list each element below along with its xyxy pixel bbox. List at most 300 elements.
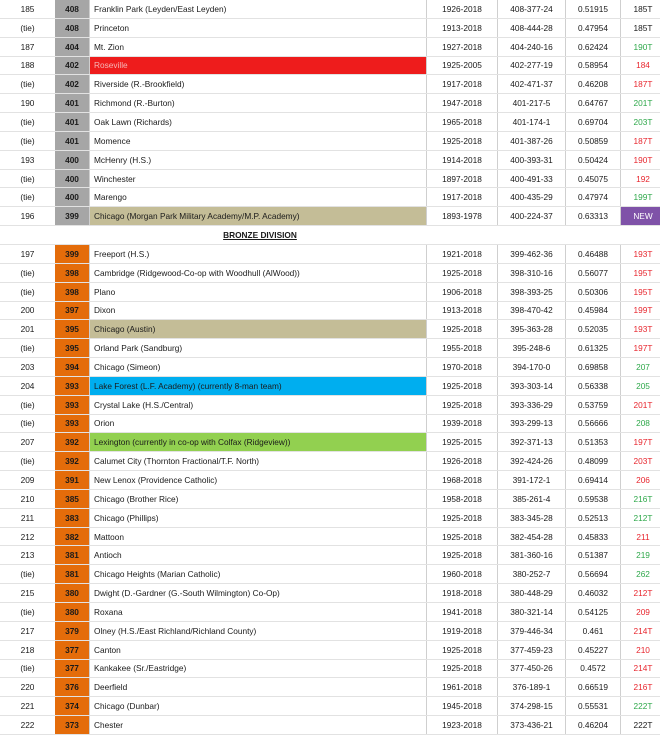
years-cell: 1925-2018 xyxy=(427,263,498,282)
table-row xyxy=(0,659,660,678)
table-row xyxy=(0,471,660,490)
record-cell: 400-491-33 xyxy=(498,169,566,188)
silver-division-rows xyxy=(0,0,660,226)
points-cell: 376 xyxy=(55,678,90,697)
record-cell: 392-371-13 xyxy=(498,433,566,452)
rank-cell: (tie) xyxy=(0,565,55,584)
years-cell: 1925-2018 xyxy=(427,659,498,678)
years-cell: 1925-2018 xyxy=(427,376,498,395)
pct-cell: 0.69414 xyxy=(566,471,621,490)
points-cell: 398 xyxy=(55,263,90,282)
pct-cell: 0.69858 xyxy=(566,358,621,377)
bronze-division-rows xyxy=(0,244,660,734)
table-row xyxy=(0,301,660,320)
pct-cell: 0.46204 xyxy=(566,716,621,735)
team-name-cell: McHenry (H.S.) xyxy=(90,150,427,169)
previous-rank-cell: 212T xyxy=(621,508,660,527)
team-name-cell: Chicago (Phillips) xyxy=(90,508,427,527)
years-cell: 1913-2018 xyxy=(427,301,498,320)
rank-cell: 190 xyxy=(0,94,55,113)
rank-cell: 196 xyxy=(0,207,55,226)
points-cell: 392 xyxy=(55,452,90,471)
previous-rank-cell: 199T xyxy=(621,188,660,207)
previous-rank-cell: 187T xyxy=(621,131,660,150)
points-cell: 394 xyxy=(55,358,90,377)
previous-rank-cell: 193T xyxy=(621,320,660,339)
points-cell: 398 xyxy=(55,282,90,301)
pct-cell: 0.52513 xyxy=(566,508,621,527)
years-cell: 1958-2018 xyxy=(427,489,498,508)
table-row xyxy=(0,18,660,37)
previous-rank-cell: 187T xyxy=(621,75,660,94)
points-cell: 377 xyxy=(55,659,90,678)
table-row xyxy=(0,584,660,603)
table-row xyxy=(0,263,660,282)
pct-cell: 0.54125 xyxy=(566,603,621,622)
division-header-row xyxy=(0,226,660,245)
years-cell: 1961-2018 xyxy=(427,678,498,697)
rank-cell: 220 xyxy=(0,678,55,697)
points-cell: 397 xyxy=(55,301,90,320)
years-cell: 1941-2018 xyxy=(427,603,498,622)
rank-cell: (tie) xyxy=(0,113,55,132)
team-name-cell: Mattoon xyxy=(90,527,427,546)
record-cell: 408-444-28 xyxy=(498,18,566,37)
rank-cell: (tie) xyxy=(0,169,55,188)
years-cell: 1913-2018 xyxy=(427,18,498,37)
years-cell: 1925-2018 xyxy=(427,131,498,150)
team-name-cell: Orion xyxy=(90,414,427,433)
rank-cell: 217 xyxy=(0,621,55,640)
pct-cell: 0.61325 xyxy=(566,339,621,358)
rank-cell: (tie) xyxy=(0,452,55,471)
previous-rank-cell: 209 xyxy=(621,603,660,622)
pct-cell: 0.51353 xyxy=(566,433,621,452)
team-name-cell: Canton xyxy=(90,640,427,659)
table-row xyxy=(0,339,660,358)
previous-rank-cell: 201T xyxy=(621,395,660,414)
team-name-cell: Roxana xyxy=(90,603,427,622)
table-row xyxy=(0,94,660,113)
rank-cell: (tie) xyxy=(0,395,55,414)
previous-rank-cell: 211 xyxy=(621,527,660,546)
division-header-label: BRONZE DIVISION xyxy=(90,226,427,245)
pct-cell: 0.461 xyxy=(566,621,621,640)
rank-cell: (tie) xyxy=(0,188,55,207)
rank-cell: 212 xyxy=(0,527,55,546)
pct-cell: 0.46488 xyxy=(566,244,621,263)
points-cell: 399 xyxy=(55,207,90,226)
record-cell: 401-387-26 xyxy=(498,131,566,150)
points-cell: 400 xyxy=(55,188,90,207)
years-cell: 1917-2018 xyxy=(427,75,498,94)
points-cell: 380 xyxy=(55,584,90,603)
team-name-cell: Dixon xyxy=(90,301,427,320)
team-name-cell: Oak Lawn (Richards) xyxy=(90,113,427,132)
rank-cell: 204 xyxy=(0,376,55,395)
rank-cell: 209 xyxy=(0,471,55,490)
previous-rank-cell: 208 xyxy=(621,414,660,433)
team-name-cell: Richmond (R.-Burton) xyxy=(90,94,427,113)
team-name-cell: Princeton xyxy=(90,18,427,37)
points-cell: 385 xyxy=(55,489,90,508)
rank-cell: (tie) xyxy=(0,75,55,94)
points-cell: 382 xyxy=(55,527,90,546)
record-cell: 381-360-16 xyxy=(498,546,566,565)
table-row xyxy=(0,37,660,56)
rank-cell: (tie) xyxy=(0,18,55,37)
team-name-cell: Cambridge (Ridgewood-Co-op with Woodhull (AlWood)) xyxy=(90,263,427,282)
record-cell: 398-310-16 xyxy=(498,263,566,282)
table-row xyxy=(0,433,660,452)
team-name-cell: Lexington (currently in co-op with Colfax (Ridgeview)) xyxy=(90,433,427,452)
previous-rank-cell: 216T xyxy=(621,489,660,508)
table-row xyxy=(0,320,660,339)
pct-cell: 0.58954 xyxy=(566,56,621,75)
years-cell: 1965-2018 xyxy=(427,113,498,132)
points-cell: 383 xyxy=(55,508,90,527)
previous-rank-cell: 192 xyxy=(621,169,660,188)
points-cell: 408 xyxy=(55,18,90,37)
pct-cell: 0.53759 xyxy=(566,395,621,414)
team-name-cell: Winchester xyxy=(90,169,427,188)
record-cell: 385-261-4 xyxy=(498,489,566,508)
previous-rank-cell: 207 xyxy=(621,358,660,377)
years-cell: 1925-2018 xyxy=(427,320,498,339)
rank-cell: (tie) xyxy=(0,414,55,433)
pct-cell: 0.69704 xyxy=(566,113,621,132)
points-cell: 381 xyxy=(55,565,90,584)
record-cell: 398-470-42 xyxy=(498,301,566,320)
division-header-section xyxy=(0,226,660,245)
rank-cell: 213 xyxy=(0,546,55,565)
years-cell: 1955-2018 xyxy=(427,339,498,358)
previous-rank-cell: 190T xyxy=(621,150,660,169)
rank-cell: 221 xyxy=(0,697,55,716)
team-name-cell: Crystal Lake (H.S./Central) xyxy=(90,395,427,414)
record-cell: 382-454-28 xyxy=(498,527,566,546)
record-cell: 380-321-14 xyxy=(498,603,566,622)
table-row xyxy=(0,678,660,697)
pct-cell: 0.50424 xyxy=(566,150,621,169)
record-cell: 383-345-28 xyxy=(498,508,566,527)
table-row xyxy=(0,414,660,433)
years-cell: 1970-2018 xyxy=(427,358,498,377)
points-cell: 381 xyxy=(55,546,90,565)
table-row xyxy=(0,489,660,508)
rank-cell: 218 xyxy=(0,640,55,659)
years-cell: 1893-1978 xyxy=(427,207,498,226)
record-cell: 373-436-21 xyxy=(498,716,566,735)
years-cell: 1925-2018 xyxy=(427,508,498,527)
years-cell: 1925-2005 xyxy=(427,56,498,75)
team-name-cell: Chicago (Austin) xyxy=(90,320,427,339)
table-row xyxy=(0,546,660,565)
team-name-cell: Chicago (Simeon) xyxy=(90,358,427,377)
record-cell: 392-424-26 xyxy=(498,452,566,471)
years-cell: 1897-2018 xyxy=(427,169,498,188)
team-name-cell: Deerfield xyxy=(90,678,427,697)
record-cell: 401-217-5 xyxy=(498,94,566,113)
previous-rank-cell: 203T xyxy=(621,452,660,471)
table-row xyxy=(0,697,660,716)
record-cell: 377-450-26 xyxy=(498,659,566,678)
team-name-cell: Plano xyxy=(90,282,427,301)
team-name-cell: Antioch xyxy=(90,546,427,565)
record-cell: 393-299-13 xyxy=(498,414,566,433)
points-cell: 401 xyxy=(55,113,90,132)
team-name-cell: Calumet City (Thornton Fractional/T.F. North) xyxy=(90,452,427,471)
points-cell: 408 xyxy=(55,0,90,18)
pct-cell: 0.46208 xyxy=(566,75,621,94)
record-cell: 404-240-16 xyxy=(498,37,566,56)
points-cell: 404 xyxy=(55,37,90,56)
years-cell: 1925-2018 xyxy=(427,546,498,565)
pct-cell: 0.59538 xyxy=(566,489,621,508)
table-row xyxy=(0,376,660,395)
previous-rank-cell: 212T xyxy=(621,584,660,603)
table-row xyxy=(0,56,660,75)
points-cell: 401 xyxy=(55,94,90,113)
years-cell: 1939-2018 xyxy=(427,414,498,433)
record-cell: 394-170-0 xyxy=(498,358,566,377)
table-row xyxy=(0,0,660,18)
record-cell: 400-393-31 xyxy=(498,150,566,169)
table-row xyxy=(0,452,660,471)
pct-cell: 0.50306 xyxy=(566,282,621,301)
table-row xyxy=(0,621,660,640)
team-name-cell: Lake Forest (L.F. Academy) (currently 8-man team) xyxy=(90,376,427,395)
years-cell: 1926-2018 xyxy=(427,0,498,18)
rank-cell: 207 xyxy=(0,433,55,452)
points-cell: 373 xyxy=(55,716,90,735)
previous-rank-cell: 185T xyxy=(621,18,660,37)
record-cell: 402-277-19 xyxy=(498,56,566,75)
rank-cell: 201 xyxy=(0,320,55,339)
pct-cell: 0.56666 xyxy=(566,414,621,433)
pct-cell: 0.48099 xyxy=(566,452,621,471)
rank-cell: (tie) xyxy=(0,263,55,282)
years-cell: 1968-2018 xyxy=(427,471,498,490)
team-name-cell: Chicago (Morgan Park Military Academy/M.P. Academy) xyxy=(90,207,427,226)
record-cell: 402-471-37 xyxy=(498,75,566,94)
previous-rank-cell: 206 xyxy=(621,471,660,490)
pct-cell: 0.45075 xyxy=(566,169,621,188)
previous-rank-cell: 185T xyxy=(621,0,660,18)
years-cell: 1925-2018 xyxy=(427,395,498,414)
pct-cell: 0.56694 xyxy=(566,565,621,584)
previous-rank-cell: 197T xyxy=(621,339,660,358)
years-cell: 1926-2018 xyxy=(427,452,498,471)
record-cell: 400-435-29 xyxy=(498,188,566,207)
record-cell: 391-172-1 xyxy=(498,471,566,490)
record-cell: 376-189-1 xyxy=(498,678,566,697)
pct-cell: 0.45833 xyxy=(566,527,621,546)
table-row xyxy=(0,603,660,622)
years-cell: 1925-2018 xyxy=(427,527,498,546)
team-name-cell: Olney (H.S./East Richland/Richland County) xyxy=(90,621,427,640)
years-cell: 1914-2018 xyxy=(427,150,498,169)
team-name-cell: Marengo xyxy=(90,188,427,207)
years-cell: 1960-2018 xyxy=(427,565,498,584)
years-cell: 1917-2018 xyxy=(427,188,498,207)
record-cell: 393-303-14 xyxy=(498,376,566,395)
years-cell: 1925-2018 xyxy=(427,640,498,659)
years-cell: 1921-2018 xyxy=(427,244,498,263)
points-cell: 400 xyxy=(55,169,90,188)
record-cell: 393-336-29 xyxy=(498,395,566,414)
pct-cell: 0.64767 xyxy=(566,94,621,113)
pct-cell: 0.4572 xyxy=(566,659,621,678)
table-row xyxy=(0,508,660,527)
previous-rank-cell: 214T xyxy=(621,621,660,640)
team-name-cell: Chicago (Brother Rice) xyxy=(90,489,427,508)
previous-rank-cell: 262 xyxy=(621,565,660,584)
previous-rank-cell: 184 xyxy=(621,56,660,75)
table-row xyxy=(0,716,660,735)
team-name-cell: Roseville xyxy=(90,56,427,75)
rank-cell: (tie) xyxy=(0,131,55,150)
pct-cell: 0.56338 xyxy=(566,376,621,395)
previous-rank-cell: 210 xyxy=(621,640,660,659)
previous-rank-cell: 190T xyxy=(621,37,660,56)
table-row xyxy=(0,358,660,377)
rank-cell: 185 xyxy=(0,0,55,18)
pct-cell: 0.45984 xyxy=(566,301,621,320)
rank-cell: 187 xyxy=(0,37,55,56)
points-cell: 393 xyxy=(55,376,90,395)
points-cell: 401 xyxy=(55,131,90,150)
record-cell: 399-462-36 xyxy=(498,244,566,263)
table-row xyxy=(0,527,660,546)
previous-rank-cell: 201T xyxy=(621,94,660,113)
rank-cell: 200 xyxy=(0,301,55,320)
table-row xyxy=(0,75,660,94)
points-cell: 393 xyxy=(55,395,90,414)
team-name-cell: Franklin Park (Leyden/East Leyden) xyxy=(90,0,427,18)
previous-rank-cell: 197T xyxy=(621,433,660,452)
points-cell: 392 xyxy=(55,433,90,452)
table-row xyxy=(0,207,660,226)
previous-rank-cell: 216T xyxy=(621,678,660,697)
previous-rank-cell: 222T xyxy=(621,697,660,716)
pct-cell: 0.66519 xyxy=(566,678,621,697)
record-cell: 400-224-37 xyxy=(498,207,566,226)
record-cell: 380-252-7 xyxy=(498,565,566,584)
points-cell: 395 xyxy=(55,339,90,358)
team-name-cell: Orland Park (Sandburg) xyxy=(90,339,427,358)
rank-cell: (tie) xyxy=(0,282,55,301)
points-cell: 380 xyxy=(55,603,90,622)
points-cell: 395 xyxy=(55,320,90,339)
previous-rank-cell: NEW xyxy=(621,207,660,226)
rank-cell: 193 xyxy=(0,150,55,169)
pct-cell: 0.51387 xyxy=(566,546,621,565)
pct-cell: 0.63313 xyxy=(566,207,621,226)
table-row xyxy=(0,169,660,188)
years-cell: 1906-2018 xyxy=(427,282,498,301)
previous-rank-cell: 219 xyxy=(621,546,660,565)
previous-rank-cell: 199T xyxy=(621,301,660,320)
record-cell: 380-448-29 xyxy=(498,584,566,603)
points-cell: 393 xyxy=(55,414,90,433)
pct-cell: 0.51915 xyxy=(566,0,621,18)
team-name-cell: New Lenox (Providence Catholic) xyxy=(90,471,427,490)
previous-rank-cell: 205 xyxy=(621,376,660,395)
points-cell: 379 xyxy=(55,621,90,640)
pct-cell: 0.55531 xyxy=(566,697,621,716)
rank-cell: (tie) xyxy=(0,603,55,622)
points-cell: 399 xyxy=(55,244,90,263)
points-cell: 374 xyxy=(55,697,90,716)
pct-cell: 0.62424 xyxy=(566,37,621,56)
record-cell: 374-298-15 xyxy=(498,697,566,716)
record-cell: 377-459-23 xyxy=(498,640,566,659)
rank-cell: 188 xyxy=(0,56,55,75)
previous-rank-cell: 214T xyxy=(621,659,660,678)
pct-cell: 0.56077 xyxy=(566,263,621,282)
rank-cell: 210 xyxy=(0,489,55,508)
rank-cell: (tie) xyxy=(0,659,55,678)
team-name-cell: Chicago Heights (Marian Catholic) xyxy=(90,565,427,584)
rank-cell: (tie) xyxy=(0,339,55,358)
table-row xyxy=(0,244,660,263)
pct-cell: 0.47974 xyxy=(566,188,621,207)
table-row xyxy=(0,282,660,301)
team-name-cell: Chester xyxy=(90,716,427,735)
team-name-cell: Kankakee (Sr./Eastridge) xyxy=(90,659,427,678)
table-row xyxy=(0,113,660,132)
points-cell: 391 xyxy=(55,471,90,490)
record-cell: 379-446-34 xyxy=(498,621,566,640)
rank-cell: 222 xyxy=(0,716,55,735)
previous-rank-cell: 222T xyxy=(621,716,660,735)
rank-cell: 211 xyxy=(0,508,55,527)
team-name-cell: Chicago (Dunbar) xyxy=(90,697,427,716)
table-row xyxy=(0,131,660,150)
record-cell: 401-174-1 xyxy=(498,113,566,132)
team-name-cell: Mt. Zion xyxy=(90,37,427,56)
table-row xyxy=(0,188,660,207)
team-name-cell: Riverside (R.-Brookfield) xyxy=(90,75,427,94)
years-cell: 1923-2018 xyxy=(427,716,498,735)
pct-cell: 0.50859 xyxy=(566,131,621,150)
record-cell: 395-363-28 xyxy=(498,320,566,339)
team-name-cell: Dwight (D.-Gardner (G.-South Wilmington) Co-Op) xyxy=(90,584,427,603)
points-cell: 377 xyxy=(55,640,90,659)
pct-cell: 0.45227 xyxy=(566,640,621,659)
pct-cell: 0.52035 xyxy=(566,320,621,339)
years-cell: 1945-2018 xyxy=(427,697,498,716)
table-row xyxy=(0,150,660,169)
years-cell: 1919-2018 xyxy=(427,621,498,640)
record-cell: 395-248-6 xyxy=(498,339,566,358)
pct-cell: 0.47954 xyxy=(566,18,621,37)
rank-cell: 197 xyxy=(0,244,55,263)
table-row xyxy=(0,395,660,414)
previous-rank-cell: 193T xyxy=(621,244,660,263)
previous-rank-cell: 195T xyxy=(621,263,660,282)
record-cell: 408-377-24 xyxy=(498,0,566,18)
years-cell: 1918-2018 xyxy=(427,584,498,603)
rank-cell: 215 xyxy=(0,584,55,603)
points-cell: 400 xyxy=(55,150,90,169)
previous-rank-cell: 195T xyxy=(621,282,660,301)
pct-cell: 0.46032 xyxy=(566,584,621,603)
team-name-cell: Momence xyxy=(90,131,427,150)
team-name-cell: Freeport (H.S.) xyxy=(90,244,427,263)
points-cell: 402 xyxy=(55,75,90,94)
